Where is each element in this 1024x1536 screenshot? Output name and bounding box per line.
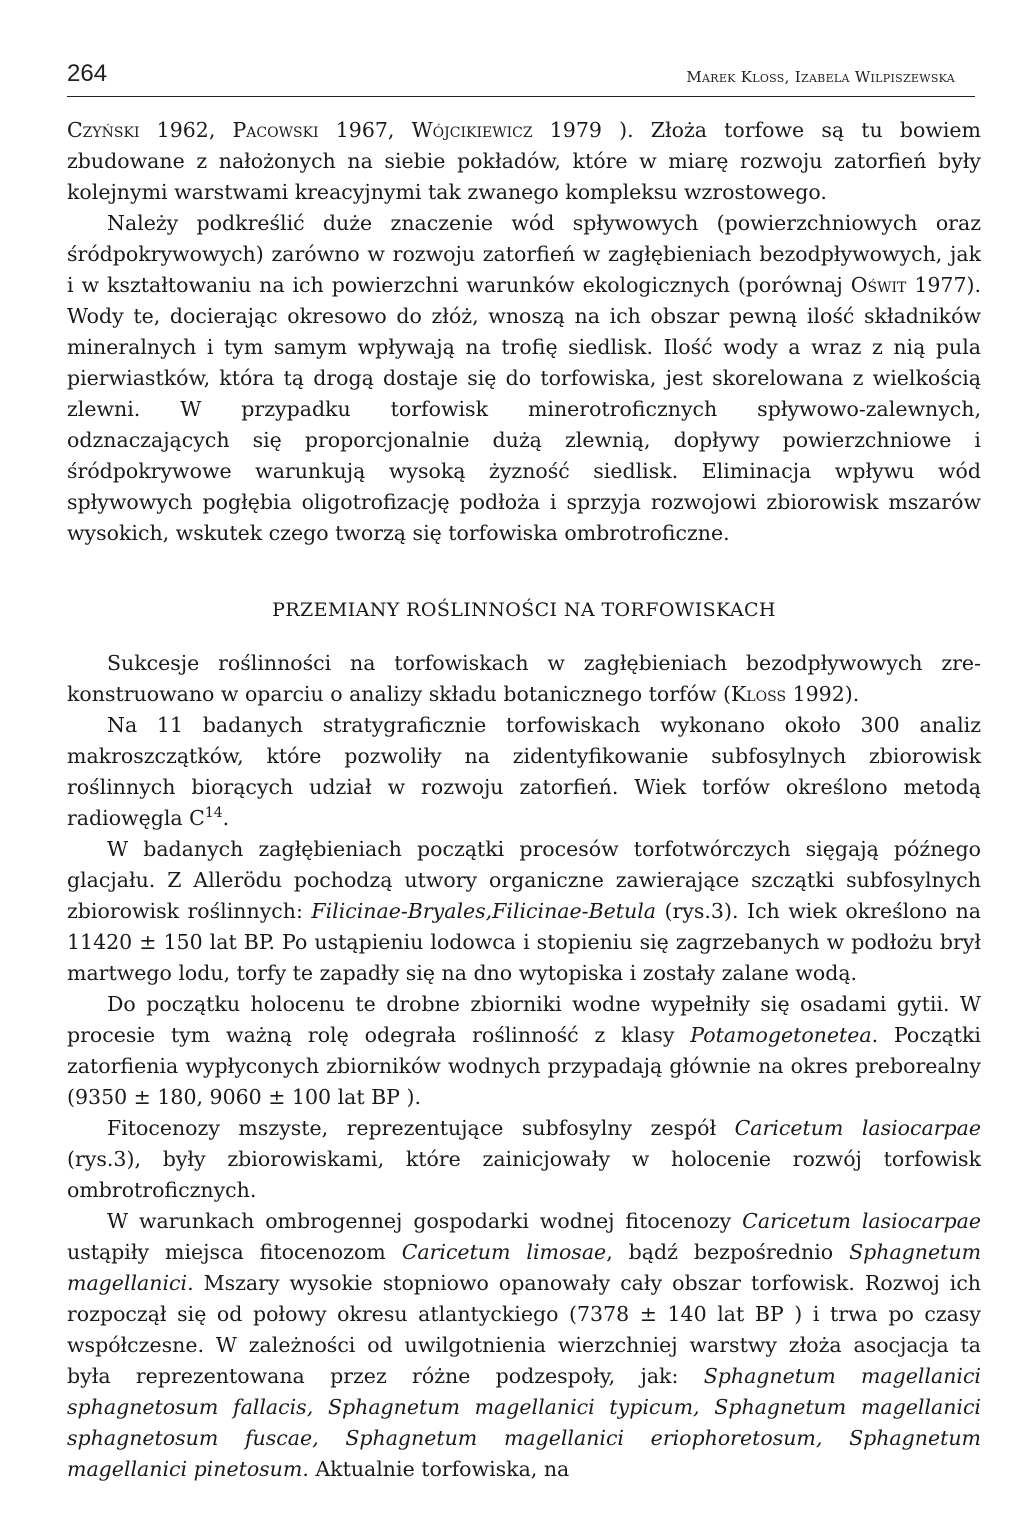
citation: Czyński 1962, Pacowski 1967, Wójcikiewicz 1979 [67,118,602,142]
text-span: . Początki zatorfienia wypłyconych zbiorników wodnych przypadają głównie na okres preborealny (9350 ± 180, 9060 ± 100 lat BP ). [67,1023,981,1109]
text-span: Na 11 badanych stratygraficznie torfowiskach wykonano około 300 analiz makroszczątków, które pozwoliły na zidentyfikowanie subfosylnych zbiorowisk roślinnych biorących udział w rozwoju zatorfień. Wiek torfów określono metodą radiowęgla C [67,713,981,830]
citation: Oświt [850,273,907,297]
text-span: 1992). [786,682,860,706]
section-heading: PRZEMIANY ROŚLINNOŚCI NA TORFOWISKACH [272,599,776,621]
text-span: Fitocenozy mszyste, reprezentujące subfosylny zespół [107,1116,735,1140]
paragraph [67,1206,981,1485]
running-head: Marek Kloss, Izabela Wilpiszewska [686,68,955,86]
taxon-name: Sphagnetum magellanici sphagnetosum fallacis, Sphagnetum magellanici typicum, Sphagnetum magellanici sphagnetosum fuscae, Sphagnetum magellanici eriophoretosum, Sphagnetum magellanici pinetosum [67,1364,981,1481]
text-span: Sukcesje roślinności na torfowiskach w zagłębieniach bezodpływowych zrekonstruowano w oparciu o analizy składu botanicznego torfów ( [67,651,981,706]
taxon-name: Caricetum limosae [401,1240,607,1264]
paragraph [67,834,981,989]
text-span: , bądź bezpośrednio [606,1240,850,1264]
text-span: Do początku holocenu te drobne zbiorniki wodne wypełniły się osadami gytii. W procesie tym ważną rolę odegrała roślinność z klasy [67,992,981,1047]
superscript: 14 [204,805,223,822]
paragraph [67,115,981,208]
text-span: . [222,806,230,830]
page-header [67,60,975,97]
text-span: W warunkach ombrogennej gospodarki wodnej fitocenozy [107,1209,743,1233]
text-span: 1977). Wody te, docierając okresowo do złóż, wnoszą na ich obszar pewną ilość składników mineralnych i tym samym wpływają na trofię siedlisk. Ilość wody a wraz z nią pula pierwiastków, która tą drogą dostaje się do torfowiska, jest skorelowana z wielkością zlewni. W przypadku torfowisk minerotroficznych spływowo-zalewnych, odznaczających się proporcjonalnie dużą zlewnią, dopływy powierzchniowe i śródpokrywowe warunkują wysoką żyzność siedlisk. Eliminacja wpływu wód spływowych pogłębia oligotrofizację podłoża i sprzyja rozwojowi zbiorowisk mszarów wysokich, wskutek czego tworzą się torfowiska ombrotroficzne. [67,273,981,545]
text-span: (rys.3), były zbiorowiskami, które zainicjowały w holocenie rozwój torfowisk ombrotroficznych. [67,1147,981,1202]
taxon-name: Caricetum lasiocarpae [742,1209,982,1233]
page-number: 264 [67,60,108,87]
paragraph [67,989,981,1113]
text-span: ). Złoża torfowe są tu bowiem zbudowane z nałożonych na siebie pokładów, które w miarę rozwoju zatorfień były kolejnymi warstwami kreacyjnymi tak zwanego kompleksu wzrostowego. [67,118,981,204]
body-text [67,115,981,1485]
text-span: (rys.3). Ich wiek określono na 11420 ± 150 lat BP. Po ustąpieniu lodowca i stopieniu się zagrzebanych w podłożu brył martwego lodu, torfy te zapadły się na dno wytopiska i zostały zalane wodą. [67,899,981,985]
text-span: . Mszary wysokie stopniowo opanowały cały obszar torfowisk. Rozwoj ich rozpoczął się od połowy okresu atlantyckiego (7378 ± 140 lat BP ) i trwa po czasy współczesne. W zależności od uwilgotnienia wierzchniej warstwy złoża asocjacja ta była reprezentowana przez różne podzespoły, jak: [67,1271,981,1388]
paragraph [67,710,981,834]
text-span: W badanych zagłębieniach początki procesów torfotwórczych sięgają późnego glacjału. Z Allerödu pochodzą utwory organiczne zawierające szczątki subfosylnych zbiorowisk roślinnych: [67,837,981,923]
taxon-name: Sphagnetum magellanici [67,1240,982,1295]
paragraph [67,1113,981,1206]
taxon-name: Caricetum lasiocarpae [734,1116,982,1140]
taxon-name: Potamogetonetea [690,1023,872,1047]
text-span: ustąpiły miejsca fitocenozom [67,1240,402,1264]
text-span: Należy podkreślić duże znaczenie wód spływowych (powierzchniowych oraz śródpokrywowych) zarówno w rozwoju zatorfień w zagłębieniach bezodpływowych, jak i w kształtowaniu na ich powierzchni warunków ekologicznych (porównaj [67,211,981,297]
text-span: . Aktualnie torfowiska, na [302,1457,570,1481]
paragraph [67,208,981,549]
citation: Kloss [731,682,787,706]
paragraph [67,648,981,710]
taxon-name: Filicinae-Bryales,Filicinae-Betula [311,899,656,923]
